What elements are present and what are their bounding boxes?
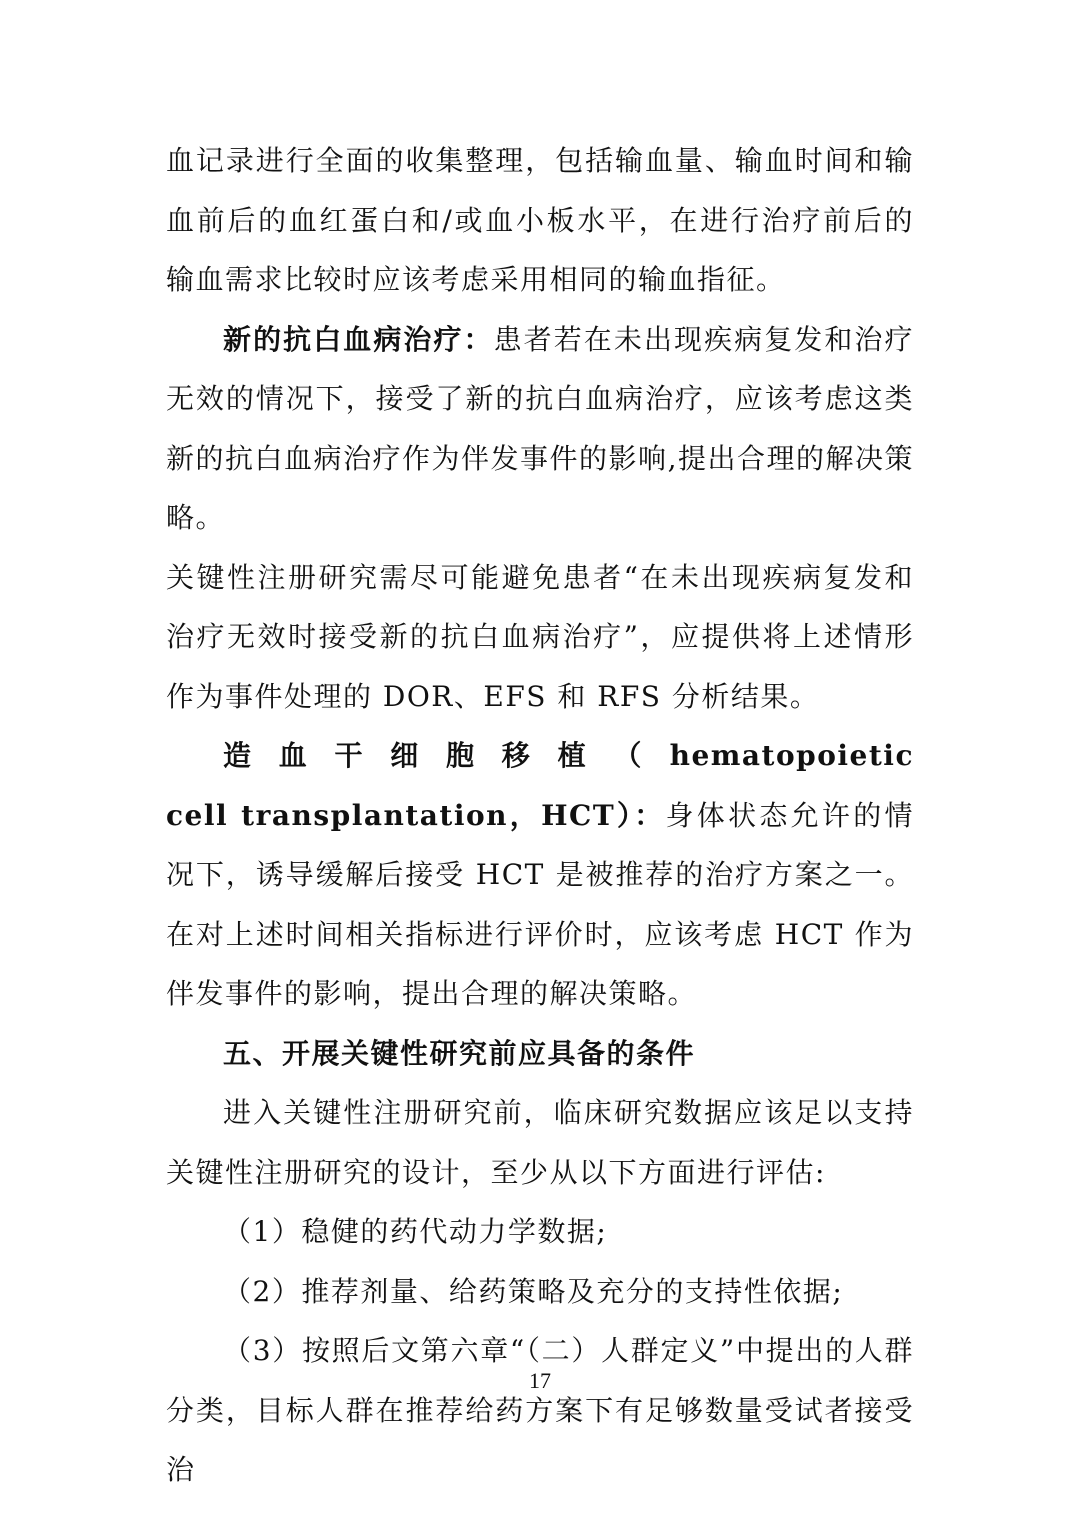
paragraph-label-cn: 造血干细胞移植 [223, 739, 614, 772]
list-item-3: （3）按照后文第六章“（二）人群定义”中提出的人群分类，目标人群在推荐给药方案下有足够数量受试者接受治 [166, 1334, 914, 1486]
paragraph-body: 患者若在未出现疾病复发和治疗无效的情况下，接受了新的抗白血病治疗，应该考虑这类新的抗白血病治疗作为伴发事件的影响,提出合理的解决策略。 [166, 322, 914, 534]
paragraph-body: 身体状态允许的情况下，诱导缓解后接受 HCT 是被推荐的治疗方案之一。在对上述时间相关指标进行评价时，应该考虑 HCT 作为伴发事件的影响，提出合理的解决策略。 [166, 798, 914, 1010]
paragraph-label-en: （ hematopoietic cell transplantation，HCT）： [166, 739, 914, 832]
page-number: 17 [529, 1368, 551, 1393]
section-heading: 五、开展关键性研究前应具备的条件 [223, 1036, 696, 1070]
paragraph-transfusion-records: 血记录进行全面的收集整理，包括输血量、输血时间和输血前后的血红蛋白和/或血小板水平，在进行治疗前后的输血需求比较时应该考虑采用相同的输血指征。 [166, 144, 914, 296]
list-item-2: （2）推荐剂量、给药策略及充分的支持性依据; [223, 1274, 844, 1308]
paragraph-pre-pivotal-evaluation: 进入关键性注册研究前，临床研究数据应该足以支持关键性注册研究的设计，至少从以下方面进行评估: [166, 1096, 914, 1189]
body-text [166, 131, 914, 1500]
list-item-1: （1）稳健的药代动力学数据; [223, 1215, 608, 1248]
paragraph-new-antileukemia-therapy [166, 310, 914, 548]
paragraph-pivotal-study-requirement: 关键性注册研究需尽可能避免患者“在未出现疾病复发和治疗无效时接受新的抗白血病治疗”，应提供将上述情形作为事件处理的 DOR、EFS 和 RFS 分析结果。 [166, 560, 914, 713]
paragraph-hct [166, 726, 914, 1024]
paragraph-label: 新的抗白血病治疗： [223, 322, 494, 356]
